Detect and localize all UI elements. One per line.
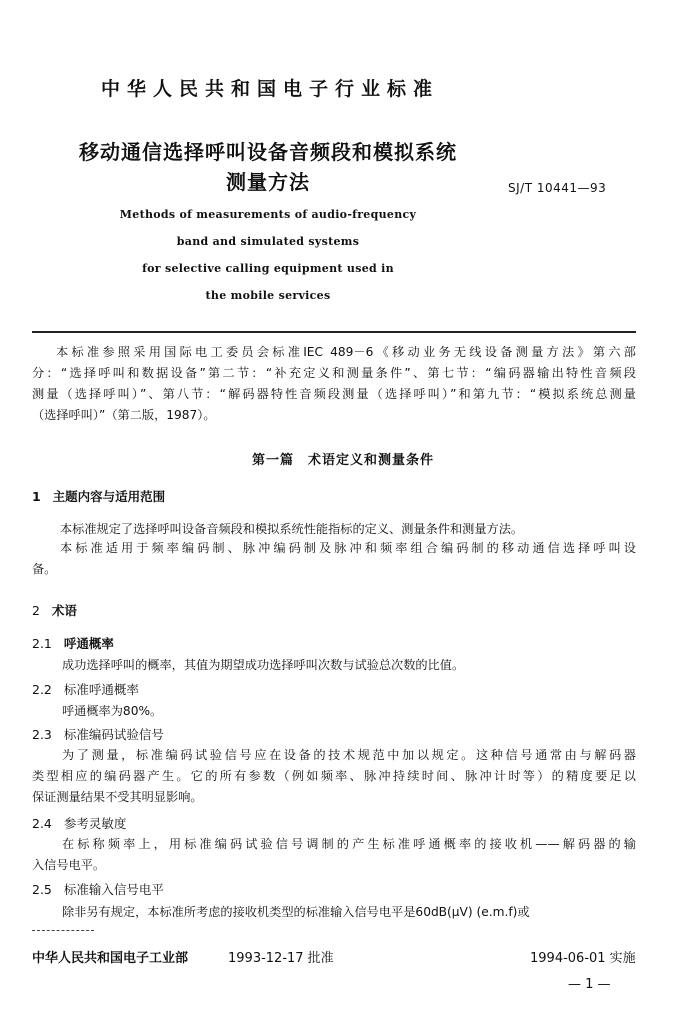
english-title-line4: the mobile services: [205, 289, 331, 302]
section-title: 术语: [51, 603, 77, 618]
section-title: 标准编码试验信号: [63, 727, 164, 742]
section-heading-2-1: [32, 634, 114, 652]
paragraph-line: 入信号电平。: [32, 858, 106, 872]
section-number: 2: [32, 603, 40, 618]
section-heading-1: [32, 487, 165, 505]
document-title-line2: 测量方法: [226, 170, 310, 194]
english-title-line2: band and simulated systems: [176, 235, 360, 248]
section-number: 2.5: [32, 882, 52, 897]
foreword-paragraph: [32, 342, 636, 426]
section-heading-2-4: [32, 814, 126, 832]
document-title-line1: 移动通信选择呼叫设备音频段和模拟系统: [79, 140, 457, 164]
paragraph-line: 备。: [32, 562, 57, 576]
implementation-date: 1994-06-01 实施: [530, 951, 636, 966]
paragraph-line: 保证测量结果不受其明显影响。: [32, 790, 203, 804]
english-title-line3: for selective calling equipment used in: [142, 262, 394, 275]
section-2-4-body: [32, 834, 636, 876]
section-heading-2: [32, 601, 77, 619]
standard-number: SJ/T 10441—93: [508, 181, 607, 195]
section-number: 2.4: [32, 816, 52, 831]
foreword-line: 分：“选择呼叫和数据设备”第二节：“补充定义和测量条件”、第七节：“编码器输出特性音频段: [32, 366, 636, 380]
section-title: 标准呼通概率: [63, 682, 139, 697]
part-heading: 第一篇 术语定义和测量条件: [251, 453, 434, 468]
english-title-line1: Methods of measurements of audio-frequency: [119, 208, 417, 221]
title-divider: [32, 331, 636, 333]
section-title: 标准输入信号电平: [63, 882, 164, 897]
section-number: 2.1: [32, 636, 52, 651]
paragraph-line: 为了测量，标准编码试验信号应在设备的技术规范中加以规定。这种信号通常由与解码器: [62, 748, 636, 762]
section-2-3-body: [32, 745, 636, 808]
section-title: 主题内容与适用范围: [52, 489, 166, 504]
section-heading-2-2: [32, 680, 139, 698]
section-number: 2.2: [32, 682, 52, 697]
section-title: 呼通概率: [63, 636, 114, 651]
section-1-para2: [32, 538, 636, 580]
section-number: 1: [32, 489, 41, 504]
section-2-1-body: 成功选择呼叫的概率，其值为期望成功选择呼叫次数与试验总次数的比值。: [62, 658, 465, 672]
section-2-5-body: 除非另有规定，本标准所考虑的接收机类型的标准输入信号电平是60dB(μV) (e.m.f)或: [62, 905, 530, 919]
foreword-line: 测量（选择呼叫）”、第八节：“解码器特性音频段测量（选择呼叫）”和第九节：“模拟系统总测量: [32, 387, 636, 401]
section-number: 2.3: [32, 727, 52, 742]
foreword-line: （选择呼叫）”（第二版，1987）。: [32, 408, 216, 422]
footnote-divider: [32, 930, 94, 931]
section-title: 参考灵敏度: [63, 816, 127, 831]
section-2-2-body: 呼通概率为80%。: [62, 704, 163, 718]
approval-date: 1993-12-17 批准: [228, 951, 334, 966]
paragraph-line: 在标称频率上，用标准编码试验信号调制的产生标准呼通概率的接收机——解码器的输: [62, 837, 636, 851]
section-heading-2-3: [32, 725, 164, 743]
standard-category-title: 中华人民共和国电子行业标准: [100, 78, 439, 100]
paragraph-line: 类型相应的编码器产生。它的所有参数（例如频率、脉冲持续时间、脉冲计时等）的精度要足以: [32, 769, 636, 783]
section-1-para1: 本标准规定了选择呼叫设备音频段和模拟系统性能指标的定义、测量条件和测量方法。: [60, 522, 524, 536]
section-heading-2-5: [32, 880, 164, 898]
paragraph-line: 本标准适用于频率编码制、脉冲编码制及脉冲和频率组合编码制的移动通信选择呼叫设: [60, 541, 636, 555]
publisher: 中华人民共和国电子工业部: [32, 951, 189, 966]
foreword-line: 本标准参照采用国际电工委员会标准IEC 489－6《移动业务无线设备测量方法》第六部: [56, 345, 636, 359]
page-number: — 1 —: [568, 977, 611, 992]
